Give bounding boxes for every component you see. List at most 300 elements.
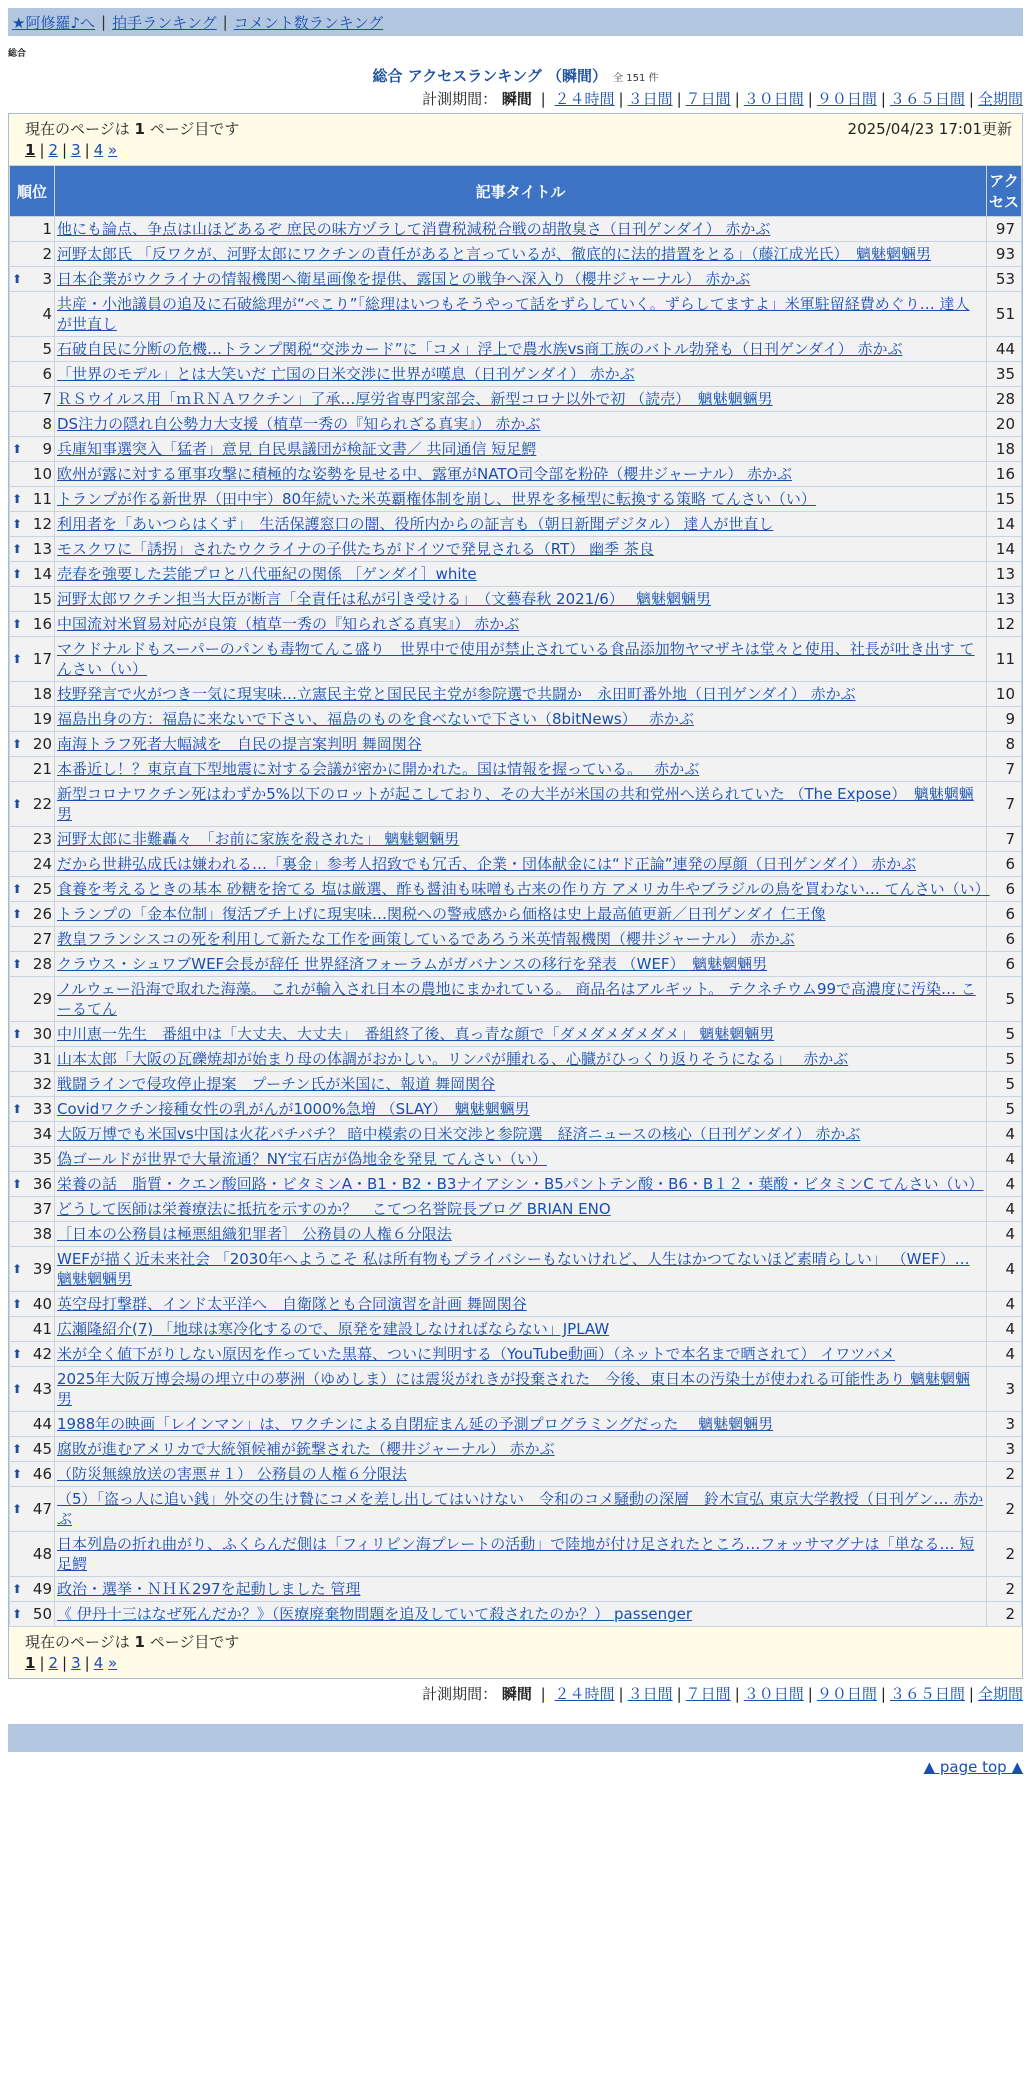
rank-cell (10, 587, 55, 612)
period-label: 計測期間： (422, 1685, 498, 1703)
table-row (10, 682, 1022, 707)
access-count: 2 (987, 1462, 1022, 1487)
article-link[interactable]: 兵庫知事選突入「猛者」意見 自民県議団が検証文書／ 共同通信 短足鰐 (57, 440, 537, 458)
rank-cell (10, 612, 55, 637)
pager-page-2[interactable]: 2 (48, 141, 59, 159)
rank-cell (10, 487, 55, 512)
up-arrow-icon: ⬆ (12, 617, 23, 631)
scope-label: 総合 (8, 49, 27, 59)
rank-cell (10, 1097, 55, 1122)
article-link[interactable]: どうして医師は栄養療法に抵抗を示すのか？ こてつ名誉院長ブログ BRIAN ENO (57, 1200, 611, 1218)
access-count: 35 (987, 362, 1022, 387)
pager-top (9, 139, 1022, 165)
rank-number: 23 (32, 830, 52, 848)
period-divider: | (540, 90, 546, 108)
access-count: 2 (987, 1602, 1022, 1627)
rank-number: 38 (32, 1225, 52, 1243)
title-cell (55, 512, 987, 537)
period-link-3d[interactable]: ３日間 (627, 90, 673, 108)
pager-next[interactable]: » (108, 1654, 118, 1672)
nav-divider: | (222, 13, 228, 31)
table-row (10, 927, 1022, 952)
article-link[interactable]: 河野太郎ワクチン担当大臣が断言「全責任は私が引き受ける」 （文藝春秋 2021/6） 魑魅魍魎男 (57, 590, 712, 608)
access-count: 2 (987, 1577, 1022, 1602)
top-nav-comment-ranking-link[interactable]: コメント数ランキング (233, 13, 384, 32)
rank-number: 17 (32, 650, 52, 668)
access-count: 5 (987, 1047, 1022, 1072)
rank-cell (10, 902, 55, 927)
page-info-number: 1 (134, 1633, 145, 1651)
page-info-number: 1 (134, 120, 145, 138)
title-cell (55, 757, 987, 782)
rank-cell (10, 827, 55, 852)
pager-page-4[interactable]: 4 (93, 1654, 104, 1672)
top-nav-clap-ranking-link[interactable]: 拍手ランキング (112, 13, 217, 32)
rank-cell (10, 1367, 55, 1412)
rank-cell (10, 362, 55, 387)
title-cell (55, 1462, 987, 1487)
title-cell (55, 412, 987, 437)
title-cell (55, 362, 987, 387)
title-cell (55, 487, 987, 512)
article-link[interactable]: Covidワクチン接種女性の乳がんが1000%急増 （SLAY） 魑魅魍魎男 (57, 1100, 530, 1118)
article-link[interactable]: 「世界のモデル」とは大笑いだ 亡国の日米交渉に世界が嘆息（日刊ゲンダイ） 赤かぶ (57, 365, 635, 383)
access-count: 44 (987, 337, 1022, 362)
access-count: 6 (987, 902, 1022, 927)
page-top-link[interactable]: ▲ page top ▲ (923, 1758, 1023, 1776)
title-cell (55, 1072, 987, 1097)
page-info-bottom (9, 1627, 1022, 1652)
rank-number: 49 (32, 1580, 52, 1598)
rank-cell (10, 537, 55, 562)
period-link-90d[interactable]: ９０日間 (816, 90, 877, 108)
table-row (10, 1602, 1022, 1627)
title-cell (55, 1022, 987, 1047)
period-divider: | (880, 1685, 886, 1703)
period-divider: | (618, 90, 624, 108)
up-arrow-icon: ⬆ (12, 1177, 23, 1191)
period-link-3d[interactable]: ３日間 (627, 1685, 673, 1703)
article-link[interactable]: 南海トラフ死者大幅減を 自民の提言案判明 舞岡関谷 (57, 735, 422, 753)
article-link[interactable]: 日本列島の折れ曲がり、ふくらんだ側は「フィリピン海プレートの活動」で陸地が付け足されたところ…フォッサマグナは「単なる… 短足鰐 (57, 1535, 975, 1573)
title-cell (55, 902, 987, 927)
period-label: 計測期間： (422, 90, 498, 108)
title-cell (55, 1577, 987, 1602)
rank-cell (10, 952, 55, 977)
access-count: 2 (987, 1487, 1022, 1532)
access-count: 3 (987, 1437, 1022, 1462)
title-cell (55, 1292, 987, 1317)
period-divider: | (968, 1685, 974, 1703)
rank-cell (10, 1412, 55, 1437)
article-link[interactable]: 1988年の映画「レインマン」は、ワクチンによる自閉症まん延の予測プログラミングだった 魑魅魍魎男 (57, 1415, 774, 1433)
article-link[interactable]: 石破自民に分断の危機…トランプ関税“交渉カード”に「コメ」浮上で農水族vs商工族のバトル勃発も（日刊ゲンダイ） 赤かぶ (57, 340, 903, 358)
period-divider: | (676, 1685, 682, 1703)
page-info-post: ページ目です (144, 1633, 240, 1651)
article-link[interactable]: 広瀬隆紹介(7) 「地球は寒冷化するので、原発を建設しなければならない」JPLAW (57, 1320, 610, 1338)
article-link[interactable]: 大阪万博でも米国vs中国は火花バチバチ？ 暗中模索の日米交渉と参院選 経済ニュースの核心（日刊ゲンダイ） 赤かぶ (57, 1125, 861, 1143)
title-cell (55, 562, 987, 587)
table-row (10, 852, 1022, 877)
rank-number: 15 (32, 590, 52, 608)
rank-cell (10, 1532, 55, 1577)
table-row (10, 782, 1022, 827)
up-arrow-icon: ⬆ (12, 652, 23, 666)
article-link[interactable]: 《 伊丹十三はなぜ死んだか？》（医療廃棄物問題を追及していて殺されたのか？） passenger (57, 1605, 693, 1623)
rank-number: 2 (42, 245, 52, 263)
access-count: 53 (987, 267, 1022, 292)
rank-cell (10, 217, 55, 242)
article-link[interactable]: 山本太郎「大阪の瓦礫焼却が始まり母の体調がおかしい。リンパが腫れる、心臓がひっくり返りそうになる」 赤かぶ (57, 1050, 849, 1068)
rank-cell (10, 1147, 55, 1172)
up-arrow-icon: ⬆ (12, 797, 23, 811)
ranking-table (9, 165, 1022, 1627)
title-cell (55, 782, 987, 827)
period-divider: | (618, 1685, 624, 1703)
period-link-365d[interactable]: ３６５日間 (889, 90, 965, 108)
title-cell (55, 387, 987, 412)
table-row (10, 1292, 1022, 1317)
pager-divider: | (39, 141, 45, 159)
rank-cell (10, 1022, 55, 1047)
access-count: 16 (987, 462, 1022, 487)
rank-number: 4 (42, 305, 52, 323)
access-count: 11 (987, 637, 1022, 682)
article-link[interactable]: だから世耕弘成氏は嫌われる…「裏金」参考人招致でも冗舌、企業・団体献金には“ド正論”連発の厚顔（日刊ゲンダイ） 赤かぶ (57, 855, 917, 873)
period-link-30d[interactable]: ３０日間 (743, 90, 804, 108)
article-link[interactable]: DS注力の隠れ自公勢力大支援（植草一秀の『知られざる真実』） 赤かぶ (57, 415, 541, 433)
up-arrow-icon: ⬆ (12, 1102, 23, 1116)
rank-number: 30 (32, 1025, 52, 1043)
rank-number: 32 (32, 1075, 52, 1093)
table-row (10, 732, 1022, 757)
top-nav-asyura-link[interactable]: ★阿修羅♪へ (12, 13, 96, 32)
access-count: 10 (987, 682, 1022, 707)
rank-number: 11 (32, 490, 52, 508)
rank-cell (10, 637, 55, 682)
rank-cell (10, 337, 55, 362)
access-count: 18 (987, 437, 1022, 462)
period-link-all[interactable]: 全期間 (977, 90, 1023, 108)
title-cell (55, 587, 987, 612)
ranking-rows (10, 217, 1022, 1627)
rank-cell (10, 1072, 55, 1097)
article-link[interactable]: 共産・小池議員の追及に石破総理が“ぺこり”「総理はいつもそうやって話をずらしていく。ずらしてますよ」米軍駐留経費めぐり… 達人が世直し (57, 295, 970, 333)
table-row (10, 707, 1022, 732)
ranking-box (8, 113, 1023, 1679)
table-row (10, 1487, 1022, 1532)
table-row (10, 757, 1022, 782)
up-arrow-icon: ⬆ (12, 1347, 23, 1361)
pager-bottom (9, 1652, 1022, 1678)
rank-cell (10, 1172, 55, 1197)
article-link[interactable]: 本番近し！？東京直下型地震に対する会議が密かに開かれた。国は情報を握っている。 赤かぶ (57, 760, 700, 778)
rank-number: 14 (32, 565, 52, 583)
article-link[interactable]: 河野太郎に非難轟々 「お前に家族を殺された」 魑魅魍魎男 (57, 830, 460, 848)
page-info-pre: 現在のページは (25, 1633, 135, 1651)
ranking-heading (0, 65, 1031, 86)
access-count: 4 (987, 1247, 1022, 1292)
table-row (10, 562, 1022, 587)
rank-cell (10, 782, 55, 827)
period-link-all[interactable]: 全期間 (977, 1685, 1023, 1703)
table-row (10, 487, 1022, 512)
title-cell (55, 292, 987, 337)
table-row (10, 877, 1022, 902)
table-row (10, 827, 1022, 852)
article-link[interactable]: 政治・選挙・ＮＨＫ297を起動しました 管理 (57, 1580, 361, 1598)
rank-cell (10, 292, 55, 337)
rank-cell (10, 852, 55, 877)
title-cell (55, 1097, 987, 1122)
period-link-7d[interactable]: ７日間 (685, 1685, 731, 1703)
access-count: 4 (987, 1222, 1022, 1247)
access-count: 7 (987, 757, 1022, 782)
access-count: 6 (987, 852, 1022, 877)
period-link-90d[interactable]: ９０日間 (816, 1685, 877, 1703)
title-cell (55, 1122, 987, 1147)
access-count: 13 (987, 562, 1022, 587)
access-count: 9 (987, 707, 1022, 732)
rank-cell (10, 877, 55, 902)
table-row (10, 612, 1022, 637)
rank-number: 47 (32, 1500, 52, 1518)
rank-cell (10, 1342, 55, 1367)
table-row (10, 217, 1022, 242)
rank-cell (10, 1577, 55, 1602)
rank-number: 25 (32, 880, 52, 898)
access-count: 4 (987, 1122, 1022, 1147)
rank-number: 1 (42, 220, 52, 238)
page-info-text (25, 1631, 239, 1652)
pager-page-3[interactable]: 3 (71, 141, 81, 159)
title-cell (55, 877, 990, 902)
up-arrow-icon: ⬆ (12, 882, 23, 896)
title-cell (55, 537, 987, 562)
article-link[interactable]: 河野太郎氏 「反ワクが、河野太郎にワクチンの責任があると言っているが、徹底的に法的措置をとる」（藤江成光氏） 魑魅魍魎男 (57, 245, 932, 263)
article-link[interactable]: マクドナルドもスーパーのパンも毒物てんこ盛り 世界中で使用が禁止されている食品添加物ヤマザキは堂々と使用、社長が吐き出す てんさい（い） (57, 640, 975, 678)
rank-number: 7 (42, 390, 52, 408)
article-link[interactable]: 他にも論点、争点は山ほどあるぞ 庶民の味方ヅラして消費税減税合戦の胡散臭さ（日刊ゲンダイ） 赤かぶ (57, 220, 771, 238)
table-row (10, 1317, 1022, 1342)
period-link-7d[interactable]: ７日間 (685, 90, 731, 108)
article-link[interactable]: 売春を強要した芸能プロと八代亜紀の関係 ［ゲンダイ］white (57, 565, 477, 583)
rank-cell (10, 1047, 55, 1072)
top-nav-bar (8, 8, 1023, 36)
article-link[interactable]: 米が全く値下がりしない原因を作っていた黒幕、ついに判明する（YouTube動画）（ネットで本名まで晒されて） イワツバメ (57, 1345, 895, 1363)
up-arrow-icon: ⬆ (12, 1027, 23, 1041)
period-divider: | (734, 1685, 740, 1703)
rank-cell (10, 1247, 55, 1292)
rank-number: 13 (32, 540, 52, 558)
period-divider: | (734, 90, 740, 108)
title-cell (55, 462, 987, 487)
up-arrow-icon: ⬆ (12, 492, 23, 506)
header-count: アクセス (987, 166, 1022, 217)
title-cell (55, 1222, 987, 1247)
table-row (10, 1247, 1022, 1292)
period-selector-top (0, 88, 1023, 109)
rank-number: 41 (32, 1320, 52, 1338)
table-row (10, 437, 1022, 462)
total-count: 全 151 件 (613, 73, 659, 84)
rank-number: 26 (32, 905, 52, 923)
pager-divider: | (84, 141, 90, 159)
pager-divider: | (62, 1654, 68, 1672)
period-divider: | (807, 1685, 813, 1703)
up-arrow-icon: ⬆ (12, 542, 23, 556)
page-info-pre: 現在のページは (25, 120, 135, 138)
access-count: 5 (987, 1097, 1022, 1122)
rank-number: 5 (42, 340, 52, 358)
title-cell (55, 1437, 987, 1462)
access-count: 97 (987, 217, 1022, 242)
article-link[interactable]: 日本企業がウクライナの情報機関へ衛星画像を提供、露国との戦争へ深入り（櫻井ジャーナル） 赤かぶ (57, 270, 751, 288)
title-cell (55, 1532, 987, 1577)
article-link[interactable]: 腐敗が進むアメリカで大統領候補が銃撃された（櫻井ジャーナル） 赤かぶ (57, 1440, 555, 1458)
title-cell (55, 1487, 987, 1532)
title-cell (55, 242, 987, 267)
title-cell (55, 637, 987, 682)
table-row (10, 1367, 1022, 1412)
rank-number: 6 (42, 365, 52, 383)
pager-page-4[interactable]: 4 (93, 141, 104, 159)
pager-page-3[interactable]: 3 (71, 1654, 81, 1672)
period-link-30d[interactable]: ３０日間 (743, 1685, 804, 1703)
period-link-365d[interactable]: ３６５日間 (889, 1685, 965, 1703)
article-link[interactable]: 栄養の話 脂質・クエン酸回路・ビタミンA・B1・B2・B3ナイアシン・B5パントテン酸・B6・B１２・葉酸・ビタミンC てんさい（い） (57, 1175, 984, 1193)
article-link[interactable]: トランプの「金本位制」復活ブチ上げに現実味…関税への警戒感から価格は史上最高値更新／日刊ゲンダイ 仁王像 (57, 905, 826, 923)
rank-number: 27 (32, 930, 52, 948)
access-count: 20 (987, 412, 1022, 437)
title-cell (55, 1047, 987, 1072)
pager-divider: | (84, 1654, 90, 1672)
article-link[interactable]: 戦闘ラインで侵攻停止提案 プーチン氏が米国に、報道 舞岡関谷 (57, 1075, 496, 1093)
access-count: 28 (987, 387, 1022, 412)
article-link[interactable]: トランプが作る新世界（田中宇）80年続いた米英覇権体制を崩し、世界を多極型に転換する策略 てんさい（い） (57, 490, 816, 508)
article-link[interactable]: （5）「盗っ人に追い銭」外交の生け贄にコメを差し出してはいけない 令和のコメ騒動の深層 鈴木宣弘 東京大学教授（日刊ゲン… 赤かぶ (57, 1490, 984, 1528)
article-link[interactable]: 中川恵一先生 番組中は「大丈夫、大丈夫」 番組終了後、真っ青な顔で「ダメダメダメダメ」 魑魅魍魎男 (57, 1025, 775, 1043)
rank-number: 19 (32, 710, 52, 728)
rank-number: 34 (32, 1125, 52, 1143)
title-cell (55, 952, 987, 977)
rank-number: 33 (32, 1100, 52, 1118)
table-row (10, 292, 1022, 337)
rank-number: 29 (32, 990, 52, 1008)
period-divider: | (540, 1685, 546, 1703)
rank-cell (10, 707, 55, 732)
rank-cell (10, 437, 55, 462)
article-link[interactable]: 教皇フランシスコの死を利用して新たな工作を画策しているであろう米英情報機関（櫻井ジャーナル） 赤かぶ (57, 930, 795, 948)
rank-number: 39 (32, 1260, 52, 1278)
access-count: 8 (987, 732, 1022, 757)
rank-cell (10, 1462, 55, 1487)
access-count: 93 (987, 242, 1022, 267)
rank-cell (10, 1222, 55, 1247)
article-link[interactable]: 2025年大阪万博会場の埋立中の夢洲（ゆめしま）には震災がれきが投棄された 今後、東日本の汚染土が使われる可能性あり 魑魅魍魎男 (57, 1370, 970, 1408)
pager-divider: | (62, 141, 68, 159)
rank-number: 20 (32, 735, 52, 753)
rank-cell (10, 512, 55, 537)
header-title: 記事タイトル (55, 166, 987, 217)
title-cell (55, 927, 987, 952)
article-link[interactable]: （防災無線放送の害悪＃１） 公務員の人権６分限法 (57, 1465, 407, 1483)
up-arrow-icon: ⬆ (12, 1607, 23, 1621)
period-divider: | (676, 90, 682, 108)
article-link[interactable]: モスクワに「誘拐」されたウクライナの子供たちがドイツで発見される（RT） 幽季 茶良 (57, 540, 654, 558)
access-count: 5 (987, 977, 1022, 1022)
table-row (10, 387, 1022, 412)
table-row (10, 1412, 1022, 1437)
rank-number: 9 (42, 440, 52, 458)
up-arrow-icon: ⬆ (12, 1262, 23, 1276)
table-row (10, 337, 1022, 362)
table-row (10, 1197, 1022, 1222)
title-cell (55, 1172, 987, 1197)
rank-cell (10, 1197, 55, 1222)
table-row (10, 537, 1022, 562)
access-count: 6 (987, 877, 1022, 902)
title-cell (55, 267, 987, 292)
article-link[interactable]: ノルウェー沿海で取れた海藻。 これが輸入され日本の農地にまかれている。 商品名はアルギット。 テクネチウム99で高濃度に汚染… こーるてん (57, 980, 976, 1018)
period-current: 瞬間 (501, 90, 532, 108)
bottom-bar (8, 1724, 1023, 1752)
article-link[interactable]: クラウス・シュワブWEF会長が辞任 世界経済フォーラムがガバナンスの移行を発表 （WEF） 魑魅魍魎男 (57, 955, 768, 973)
rank-number: 31 (32, 1050, 52, 1068)
article-link[interactable]: 偽ゴールドが世界で大量流通？NY宝石店が偽地金を発見 てんさい（い） (57, 1150, 547, 1168)
article-link[interactable]: 欧州が露に対する軍事攻撃に積極的な姿勢を見せる中、露軍がNATO司令部を粉砕（櫻井ジャーナル） 赤かぶ (57, 465, 793, 483)
article-link[interactable]: ［日本の公務員は極悪組織犯罪者］ 公務員の人権６分限法 (57, 1225, 452, 1243)
ranking-title: 総合 アクセスランキング （瞬間） (372, 67, 608, 85)
period-link-24h[interactable]: ２４時間 (554, 1685, 615, 1703)
period-link-24h[interactable]: ２４時間 (554, 90, 615, 108)
title-cell (55, 977, 987, 1022)
table-row (10, 1172, 1022, 1197)
period-divider: | (968, 90, 974, 108)
rank-cell (10, 242, 55, 267)
rank-cell (10, 412, 55, 437)
article-link[interactable]: 食養を考えるときの基本 砂糖を捨てる 塩は厳選、酢も醤油も味噌も古来の作り方 アメリカ牛やブラジルの鳥を買わない… てんさい（い） (57, 880, 990, 898)
access-count: 51 (987, 292, 1022, 337)
pager-next[interactable]: » (108, 141, 118, 159)
rank-number: 35 (32, 1150, 52, 1168)
article-link[interactable]: ＲＳウイルス用「ｍＲＮＡワクチン」了承…厚労省専門家部会、新型コロナ以外で初 （読売） 魑魅魍魎男 (57, 390, 773, 408)
rank-cell (10, 757, 55, 782)
up-arrow-icon: ⬆ (12, 957, 23, 971)
article-link[interactable]: 枝野発言で火がつき一気に現実味…立憲民主党と国民民主党が参院選で共闘か 永田町番外地（日刊ゲンダイ） 赤かぶ (57, 685, 856, 703)
pager-page-2[interactable]: 2 (48, 1654, 59, 1672)
article-link[interactable]: 中国流対米貿易対応が良策（植草一秀の『知られざる真実』） 赤かぶ (57, 615, 520, 633)
rank-number: 3 (42, 270, 52, 288)
access-count: 4 (987, 1197, 1022, 1222)
article-link[interactable]: 英空母打撃群、インド太平洋へ 自衛隊とも合同演習を計画 舞岡関谷 (57, 1295, 527, 1313)
article-link[interactable]: 新型コロナワクチン死はわずか5%以下のロットが起こしており、その大半が米国の共和党州へ送られていた （The Expose） 魑魅魍魎男 (57, 785, 974, 823)
table-row (10, 1022, 1022, 1047)
article-link[interactable]: WEFが描く近未来社会 「2030年へようこそ 私は所有物もプライバシーもないけれど、人生はかつてないほど素晴らしい」 （WEF）… 魑魅魍魎男 (57, 1250, 970, 1288)
rank-cell (10, 1317, 55, 1342)
access-count: 13 (987, 587, 1022, 612)
period-divider: | (880, 90, 886, 108)
rank-number: 12 (32, 515, 52, 533)
rank-number: 24 (32, 855, 52, 873)
article-link[interactable]: 福島出身の方：福島に来ないで下さい、福島のものを食べないで下さい（8bitNews） 赤かぶ (57, 710, 694, 728)
table-row (10, 512, 1022, 537)
table-row (10, 952, 1022, 977)
rank-cell (10, 927, 55, 952)
table-row (10, 267, 1022, 292)
article-link[interactable]: 利用者を「あいつらはくず」 生活保護窓口の闇、役所内からの証言も（朝日新聞デジタル） 達人が世直し (57, 515, 774, 533)
rank-number: 50 (32, 1605, 52, 1623)
